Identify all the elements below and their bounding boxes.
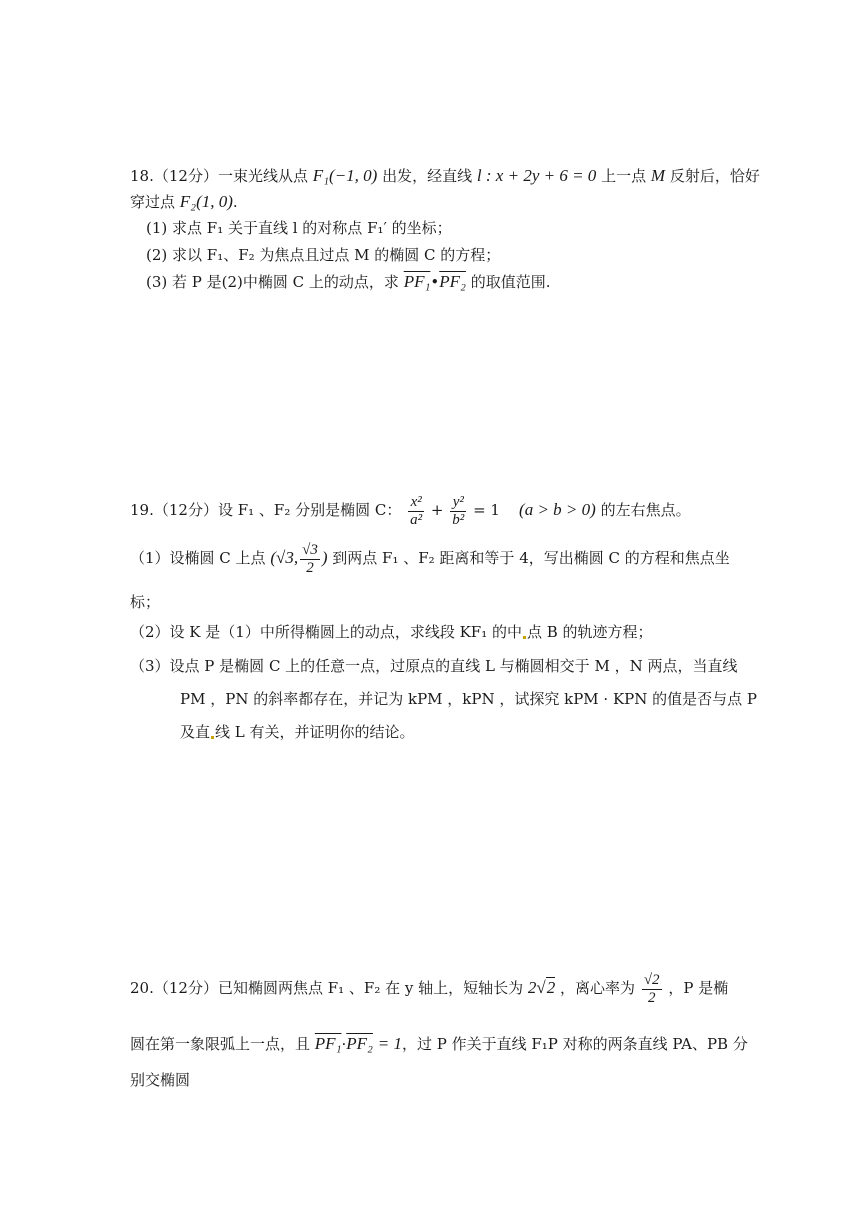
yellow-mark xyxy=(211,736,214,739)
q18-part-2: (2) 求以 F₁、F₂ 为焦点且过点 M 的椭圆 C 的方程； xyxy=(146,246,501,264)
q18-part-3: (3) 若 P 是(2)中椭圆 C 上的动点，求 PF₁•PF₂ 的取值范围. xyxy=(146,272,551,291)
q20-line-1: 20.（12分）已知椭圆两焦点 F₁ 、F₂ 在 y 轴上，短轴长为 2√2 ，离心率为 $\frac{√2}{2}$ ，P 是椭 xyxy=(130,971,729,1006)
q19-line-3: 标； xyxy=(130,593,161,611)
fraction-y2-b2: $\frac{\text{y²}}{\text{b²}}$ xyxy=(452,493,465,528)
short-axis-length: 2√2 xyxy=(527,978,556,997)
q19-line-5: （3）设点 P 是椭圆 C 上的任意一点，过原点的直线 L 与椭圆相交于 M ，N 两点，当直线 xyxy=(130,657,738,675)
vector-pf1: PF₁ xyxy=(403,272,431,291)
q20-label: 20.（12分） xyxy=(130,979,218,997)
q20-line-3: 别交椭圆 xyxy=(130,1071,191,1089)
yellow-mark xyxy=(523,636,526,639)
vector-pf2: PF₂ xyxy=(439,272,466,291)
q19-line-7: 及直 线 L 有关，并证明你的结论。 xyxy=(180,723,415,741)
q20-line-2: 圆在第一象限弧上一点，且 PF₁·PF₂ = 1，过 P 作关于直线 F₁P 对称的两条直线 PA、PB 分 xyxy=(130,1034,748,1053)
fraction-sqrt2-2: $\frac{√2}{2}$ xyxy=(643,971,660,1006)
vector-pf1: PF₁ xyxy=(314,1034,342,1053)
q18-point-f2: F₂(1, 0) xyxy=(179,192,233,211)
q18-line-l: l : x + 2y + 6 = 0 xyxy=(476,166,597,185)
q19-label: 19.（12分） xyxy=(130,501,218,519)
q18-line-1: 18.（12分）一束光线从点 F₁(−1, 0) 出发，经直线 l : x + 2y + 6 = 0 上一点 M 反射后，恰好 xyxy=(130,166,760,185)
q19-line-6: PM ，PN 的斜率都存在，并记为 kPM ，kPN ，试探究 kPM · KPN 的值是否与点 P xyxy=(180,690,758,708)
q19-line-4: （2）设 K 是（1）中所得椭圆上的动点，求线段 KF₁ 的中 点 B 的轨迹方程； xyxy=(130,623,653,641)
q18-part-1: (1) 求点 F₁ 关于直线 l 的对称点 F₁′ 的坐标； xyxy=(146,219,452,237)
q18-label: 18.（12分） xyxy=(130,167,218,185)
q19-line-1: 19.（12分）设 F₁ 、F₂ 分别是椭圆 C： $\frac{\text{x²}}{\text{a²}}$ + $\frac{\text{y²}}{\text{b²}}$ = 1 (a > b > 0) 的左右焦点。 xyxy=(130,493,691,528)
q18-line-2: 穿过点 F₂(1, 0). xyxy=(130,192,238,211)
vector-pf2: PF₂ xyxy=(346,1034,373,1053)
q18-point-f1: F₁(−1, 0) xyxy=(312,166,378,185)
fraction-sqrt3-2: $\frac{√3}{2}$ xyxy=(302,541,318,576)
q19-line-2: （1）设椭圆 C 上点 (√3, $\frac{√3}{2}$ ) 到两点 F₁ 、F₂ 距离和等于 4，写出椭圆 C 的方程和焦点坐 xyxy=(130,541,730,576)
fraction-x2-a2: $\frac{\text{x²}}{\text{a²}}$ xyxy=(410,493,423,528)
